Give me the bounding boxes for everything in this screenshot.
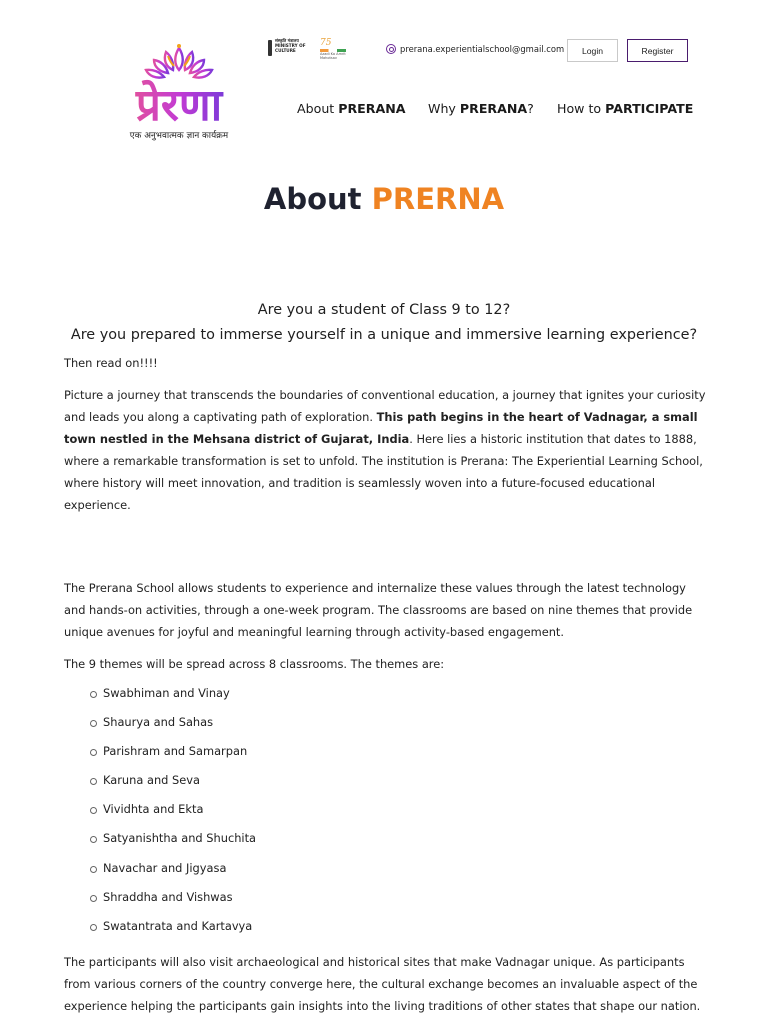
circle-bullet-icon bbox=[90, 866, 97, 873]
nav-how-to-participate[interactable] bbox=[557, 101, 693, 116]
contact-email[interactable] bbox=[386, 44, 564, 54]
list-item bbox=[88, 890, 256, 919]
theme-label: Karuna and Seva bbox=[103, 773, 200, 788]
journey-bold-text: This path begins in the heart of Vadnagar, a small town nestled in the Mehsana district of Gujarat, India bbox=[64, 410, 698, 446]
nav-why-prefix: Why bbox=[428, 101, 460, 116]
nav-about-prefix: About bbox=[297, 101, 339, 116]
list-item bbox=[88, 831, 256, 860]
nav-about-bold: PRERANA bbox=[338, 101, 406, 116]
nav-why-bold: PRERANA bbox=[459, 101, 528, 116]
list-item bbox=[88, 686, 256, 715]
circle-bullet-icon bbox=[90, 691, 97, 698]
nav-how-bold: PARTICIPATE bbox=[605, 101, 694, 116]
register-button[interactable]: Register bbox=[627, 39, 688, 62]
list-item bbox=[88, 773, 256, 802]
page-title-prefix: About bbox=[263, 182, 372, 216]
prerana-logo[interactable] bbox=[108, 42, 250, 142]
circle-bullet-icon bbox=[90, 836, 97, 843]
site-header bbox=[0, 0, 768, 160]
theme-label: Parishram and Samarpan bbox=[103, 744, 248, 759]
list-item bbox=[88, 802, 256, 831]
theme-label: Swatantrata and Kartavya bbox=[103, 918, 253, 933]
theme-label: Swabhiman and Vinay bbox=[103, 686, 230, 700]
ministry-of-culture-logo[interactable] bbox=[268, 38, 304, 58]
national-emblem-icon bbox=[268, 40, 272, 56]
intro-question-class: Are you a student of Class 9 to 12? bbox=[257, 302, 511, 318]
circle-bullet-icon bbox=[90, 720, 97, 727]
circle-bullet-icon bbox=[90, 749, 97, 756]
list-item bbox=[88, 919, 256, 948]
circle-bullet-icon bbox=[90, 895, 97, 902]
nav-how-prefix: How to bbox=[557, 101, 606, 116]
nav-why-prerana[interactable] bbox=[428, 101, 534, 116]
circle-bullet-icon bbox=[90, 924, 97, 931]
azadi-ka-amrit-mahotsav-logo[interactable] bbox=[318, 38, 348, 58]
nav-about-prerana[interactable] bbox=[297, 101, 406, 116]
journey-text-1: Picture a journey that transcends the boundaries of conventional education, a journey that ignites your curiosity and leads you along a captivating path of exploration. bbox=[64, 388, 706, 424]
email-address[interactable]: prerana.experientialschool@gmail.com bbox=[400, 44, 565, 54]
read-on-text: Then read on!!!! bbox=[64, 356, 158, 370]
theme-label: Navachar and Jigyasa bbox=[103, 860, 227, 875]
list-item bbox=[88, 861, 256, 890]
logo-tagline: एक अनुभवात्मक ज्ञान कार्यक्रम bbox=[129, 131, 229, 141]
themes-intro: The 9 themes will be spread across 8 classrooms. The themes are: bbox=[64, 657, 445, 671]
login-button[interactable]: Login bbox=[567, 39, 618, 62]
circle-bullet-icon bbox=[90, 807, 97, 814]
school-paragraph: The Prerana School allows students to experience and internalize these values through the latest technology and hands-on activities, through a one-week program. The classrooms are based on nine themes that provide unique avenues for joyful and meaningful learning through activity-based engagement. bbox=[64, 581, 693, 639]
ministry-logo-text: संस्कृति मंत्रालय MINISTRY OF CULTURE bbox=[275, 38, 306, 53]
nav-why-suffix: ? bbox=[527, 101, 534, 116]
logo-wordmark: प्रेरणा bbox=[135, 80, 223, 131]
circle-bullet-icon bbox=[90, 778, 97, 785]
theme-label: Satyanishtha and Shuchita bbox=[103, 831, 257, 846]
list-item bbox=[88, 744, 256, 773]
lotus-icon bbox=[108, 42, 250, 142]
theme-label: Shaurya and Sahas bbox=[103, 715, 214, 730]
visit-paragraph: The participants will also visit archaeological and historical sites that make Vadnagar unique. As participants from various corners of the country converge here, the cultural exchange becomes an invaluable aspect of the experience helping the participants gain insights into the living traditions of other states that shape our nation. bbox=[64, 955, 701, 1013]
at-sign-icon bbox=[386, 44, 396, 54]
journey-paragraph bbox=[64, 384, 708, 516]
page-title bbox=[0, 182, 768, 216]
intro-question-immersive: Are you prepared to immerse yourself in a unique and immersive learning experience? bbox=[70, 327, 698, 343]
page-title-accent: PRERNA bbox=[371, 182, 505, 216]
theme-label: Shraddha and Vishwas bbox=[103, 889, 233, 904]
amrit-logo-number: 75 bbox=[320, 38, 332, 48]
journey-text-2: . Here lies a historic institution that dates to 1888, where a remarkable transformation is set to unfold. The institution is Prerana: The Experiential Learning School, where history will meet innovation, and tradition is seamlessly woven into a future-focused educational experience. bbox=[64, 432, 703, 512]
themes-list bbox=[88, 686, 256, 948]
amrit-logo-subtext: Azadi Ka Amrit Mahotsav bbox=[320, 52, 346, 60]
list-item bbox=[88, 715, 256, 744]
theme-label: Vividhta and Ekta bbox=[103, 802, 204, 817]
